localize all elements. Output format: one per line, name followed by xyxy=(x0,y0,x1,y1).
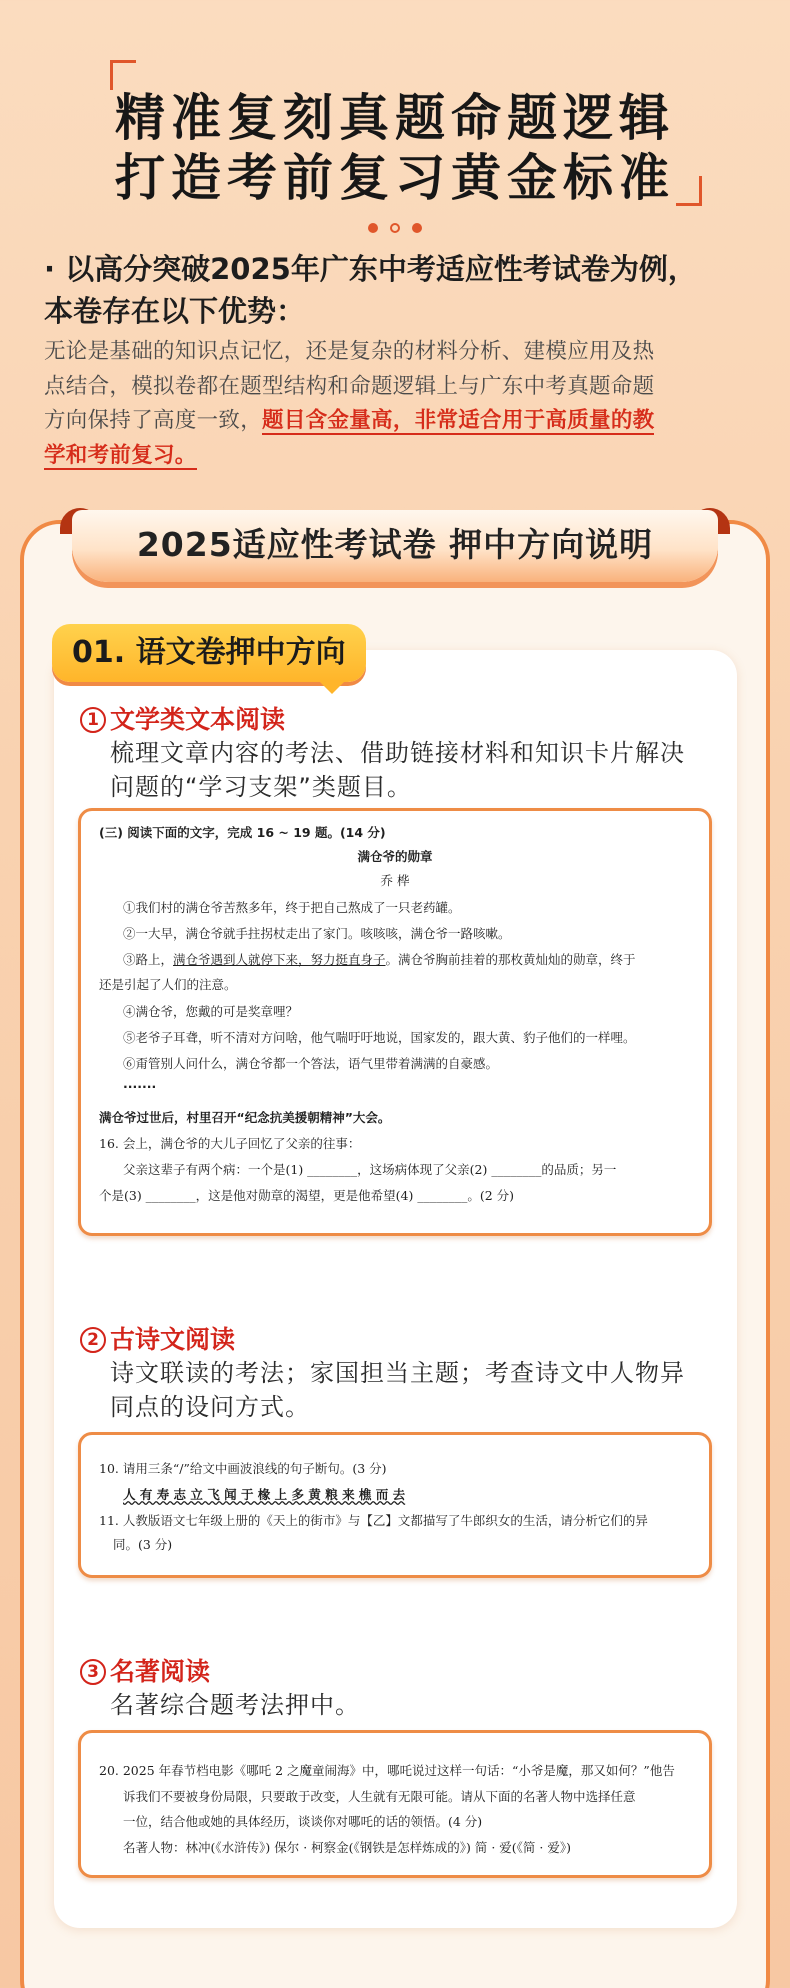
item-description-line: 问题的“学习支架”类题目。 xyxy=(110,773,412,801)
intro-body-line xyxy=(44,439,756,474)
exam-line: 满仓爷过世后，村里召开“纪念抗美援朝精神”大会。 xyxy=(99,1110,391,1125)
hero-section xyxy=(0,0,790,520)
item-heading xyxy=(80,1320,235,1356)
intro-body-text: 方向保持了高度一致， xyxy=(44,408,263,433)
item-number-badge: 1 xyxy=(80,707,106,733)
exam-line: 还是引起了人们的注意。 xyxy=(99,977,237,992)
dot-filled xyxy=(368,223,378,233)
item-description xyxy=(110,1356,710,1424)
section-tab: 01. 语文卷押中方向 xyxy=(52,624,366,682)
exam-ellipsis: ······· xyxy=(123,1079,157,1094)
dot-filled xyxy=(412,223,422,233)
intro-highlight-text: 题目含金量高，非常适合用于高质量的教 xyxy=(262,408,655,433)
exam-line: ④满仓爷，您戴的可是奖章哩？ xyxy=(123,1004,299,1019)
exam-line: ②一大早，满仓爷就手拄拐杖走出了家门。咳咳咳，满仓爷一路咳嗽。 xyxy=(123,926,511,941)
intro-heading-line1: · 以高分突破2025年广东中考适应性考试卷为例， xyxy=(44,252,697,286)
exam-line xyxy=(123,952,723,968)
item-heading xyxy=(80,1652,210,1688)
item-title: 古诗文阅读 xyxy=(110,1325,236,1354)
dot-hollow xyxy=(390,223,400,233)
exam-text: ③路上， xyxy=(123,952,174,967)
exam-question: 16. 会上，满仓爷的大儿子回忆了父亲的往事： xyxy=(99,1136,361,1151)
item-heading xyxy=(80,700,285,736)
item-description-line: 名著综合题考法押中。 xyxy=(110,1691,360,1719)
intro-body-line: 点结合，模拟卷都在题型结构和命题逻辑上与广东中考真题命题 xyxy=(44,373,655,399)
exam-line: 父亲这辈子有两个病：一个是(1) ________，这场病体现了父亲(2) ________的品质；另一 xyxy=(123,1162,617,1177)
exam-line: 名著人物：林冲(《水浒传》) 保尔 · 柯察金(《钢铁是怎样炼成的》) 简 · 爱(《简 · 爱》) xyxy=(123,1840,571,1855)
item-title: 名著阅读 xyxy=(110,1657,211,1686)
intro-body-line xyxy=(44,404,756,439)
exam-wavy-sentence: 人 有 寿 志 立 飞 闻 于 椽 上 多 黄 粮 来 樵 而 去 xyxy=(123,1487,406,1502)
hero-title-line1: 精准复刻真题命题逻辑 xyxy=(115,89,675,147)
banner-title: 2025适应性考试卷 押中方向说明 xyxy=(72,510,718,582)
exam-line: (三) 阅读下面的文字，完成 16 ~ 19 题。(14 分) xyxy=(99,825,386,840)
intro-heading xyxy=(44,248,754,332)
exam-excerpt xyxy=(78,808,712,1236)
item-number-badge: 3 xyxy=(80,1659,106,1685)
intro-body-line: 无论是基础的知识点记忆，还是复杂的材料分析、建模应用及热 xyxy=(44,339,655,364)
exam-passage-author: 乔 桦 xyxy=(380,873,410,888)
exam-question: 10. 请用三条“/”给文中画波浪线的句子断句。(3 分) xyxy=(99,1461,387,1476)
exam-excerpt xyxy=(78,1432,712,1578)
item-description-line: 梳理文章内容的考法、借助链接材料和知识卡片解决 xyxy=(110,739,685,767)
item-description-line: 诗文联读的考法；家国担当主题；考查诗文中人物异 xyxy=(110,1359,685,1387)
intro-body xyxy=(44,335,756,473)
exam-text: 。满仓爷胸前挂着的那枚黄灿灿的勋章，终于 xyxy=(385,952,636,967)
exam-line: 诉我们不要被身份局限，只要敢于改变，人生就有无限可能。请从下面的名著人物中选择任意 xyxy=(123,1789,636,1804)
item-description xyxy=(110,736,710,804)
exam-underlined-text: 满仓爷遇到人就停下来，努力挺直身子 xyxy=(173,952,386,967)
exam-passage-title: 满仓爷的勋章 xyxy=(357,849,433,864)
item-number-badge: 2 xyxy=(80,1327,106,1353)
exam-line: ⑥甭管别人问什么，满仓爷都一个答法，语气里带着满满的自豪感。 xyxy=(123,1056,499,1071)
intro-highlight-text: 学和考前复习。 xyxy=(44,442,197,468)
banner xyxy=(60,508,730,588)
hero-title-line2: 打造考前复习黄金标准 xyxy=(115,149,675,207)
item-description-line: 同点的设问方式。 xyxy=(110,1393,310,1421)
exam-line: 个是(3) ________，这是他对勋章的渴望，更是他希望(4) ________。(2 分) xyxy=(99,1188,515,1203)
exam-line: ⑤老爷子耳聋，听不清对方问啥，他气喘吁吁地说，国家发的，跟大黄、豹子他们的一样哩。 xyxy=(123,1030,636,1045)
dot-divider xyxy=(0,218,790,237)
exam-line: ①我们村的满仓爷苦熬多年，终于把自己熬成了一只老药罐。 xyxy=(123,900,461,915)
exam-line: 同。(3 分) xyxy=(113,1537,173,1552)
exam-question: 20. 2025 年春节档电影《哪吒 2 之魔童闹海》中，哪吒说过这样一句话：“小爷是魔，那又如何？”他告 xyxy=(99,1763,675,1778)
item-description xyxy=(110,1688,710,1722)
exam-question: 11. 人教版语文七年级上册的《天上的街市》与【乙】文都描写了牛郎织女的生活，请分析它们的异 xyxy=(99,1513,648,1528)
intro-heading-line2: 本卷存在以下优势： xyxy=(44,294,306,328)
item-title: 文学类文本阅读 xyxy=(110,705,286,734)
exam-line: 一位，结合他或她的具体经历，谈谈你对哪吒的话的领悟。(4 分) xyxy=(123,1814,483,1829)
exam-excerpt xyxy=(78,1730,712,1878)
